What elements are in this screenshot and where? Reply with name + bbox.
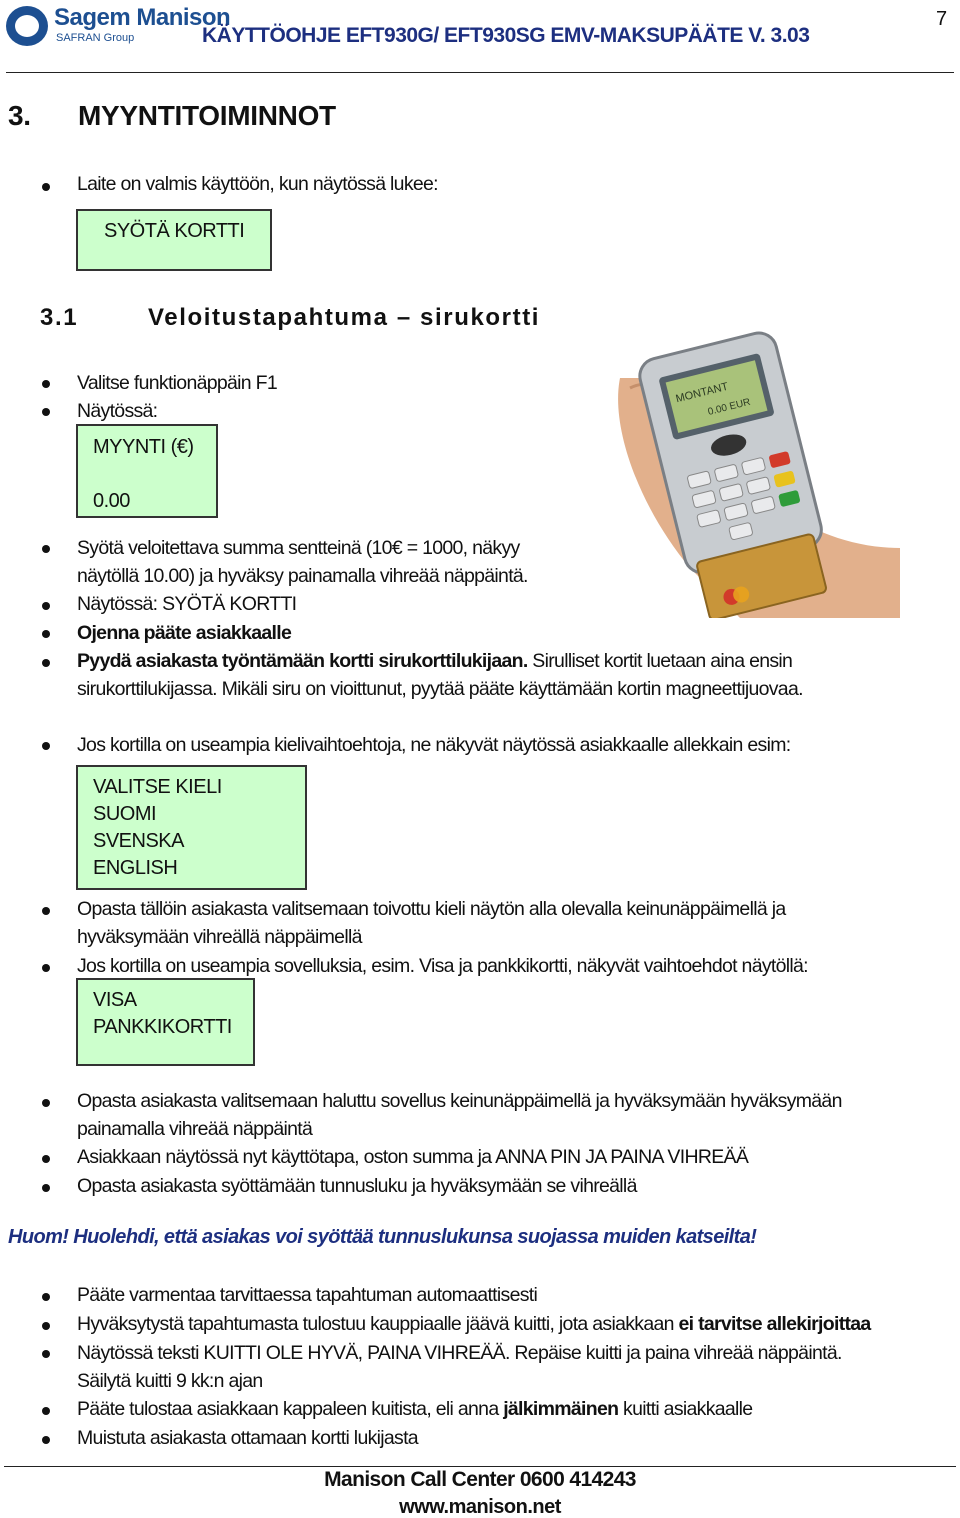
terminal-screen-amount: 0.00 EUR [706, 396, 752, 418]
enter-pin-instruction: Opasta asiakasta syöttämään tunnusluku ja hyväksymään se vihreällä [77, 1175, 637, 1197]
key-f1: F1 [255, 372, 278, 394]
subsection-heading [40, 304, 540, 332]
final-step-remove-card: Muistuta asiakasta ottamaan kortti lukijasta [77, 1427, 418, 1449]
bullet-icon [42, 1322, 50, 1330]
language-instruction-1: Opasta tällöin asiakasta valitsemaan toivottu kieli näytön alla olevalla keinunäppäimellä ja [77, 898, 786, 920]
display-amount: 0.00 [93, 490, 130, 512]
bullet-icon [42, 1293, 50, 1301]
final-step-customer-copy: Pääte tulostaa asiakkaan kappaleen kuitista, eli anna jälkimmäinen kuitti asiakkaalle [77, 1398, 753, 1420]
bullet-icon [42, 630, 50, 638]
bullet-icon [42, 183, 50, 191]
bullet-icon [42, 1184, 50, 1192]
app-option: PANKKIKORTTI [93, 1016, 232, 1038]
apps-instruction-1: Opasta asiakasta valitsemaan haluttu sovellus keinunäppäimellä ja hyväksymään hyväksymään [77, 1090, 842, 1112]
logo-name: Sagem Manison [54, 4, 231, 31]
bullet-icon [42, 1350, 50, 1358]
step-hand-terminal: Ojenna pääte asiakkaalle [77, 622, 292, 644]
step-enter-amount-2: näytöllä 10.00) ja hyväksy painamalla vihreää näppäintä. [77, 565, 528, 587]
bullet-icon [42, 1099, 50, 1107]
payment-terminal-image [600, 318, 900, 618]
display-text: MYYNTI (€) [93, 436, 194, 458]
apps-intro: Jos kortilla on useampia sovelluksia, esim. Visa ja pankkikortti, näkyvät vaihtoehdot näytöllä: [77, 955, 808, 977]
privacy-warning: Huom! Huolehdi, että asiakas voi syöttää tunnuslukunsa suojassa muiden katseilta! [8, 1226, 757, 1248]
step-chip-card: Pyydä asiakasta työntämään kortti sirukorttilukijaan. Sirulliset kortit luetaan aina ensin [77, 650, 793, 672]
pin-display-text: Asiakkaan näytössä nyt käyttötapa, oston summa ja ANNA PIN JA PAINA VIHREÄÄ [77, 1146, 749, 1168]
footer-divider [4, 1466, 956, 1467]
final-step-display-1: Näytössä teksti KUITTI OLE HYVÄ, PAINA VIHREÄÄ. Repäise kuitti ja paina vihreää näppäintä. [77, 1342, 842, 1364]
language-instruction-2: hyväksymään vihreällä näppäimellä [77, 926, 362, 948]
footer-call-center: Manison Call Center 0600 414243 [324, 1468, 636, 1491]
bullet-icon [42, 659, 50, 667]
bullet-icon [42, 1436, 50, 1444]
language-option: SUOMI [93, 803, 157, 825]
document-title: KÄYTTÖOHJE EFT930G/ EFT930SG EMV-MAKSUPÄÄTE V. 3.03 [202, 24, 810, 47]
app-option: VISA [93, 989, 137, 1011]
apps-instruction-2: painamalla vihreää näppäintä [77, 1118, 313, 1140]
display-box-language [76, 765, 307, 890]
step-chip-card-2: sirukorttilukijassa. Mikäli siru on vioittunut, pyytää pääte käyttämään kortin magneettijuovaa. [77, 678, 803, 700]
step-insert-card-display: Näytössä: SYÖTÄ KORTTI [77, 593, 297, 615]
subsection-title: Veloitustapahtuma – sirukortti [148, 304, 541, 331]
terminal-screen-text: MONTANT [674, 380, 730, 406]
display-box-apps [76, 978, 255, 1066]
header-divider [6, 72, 954, 73]
display-box-sale [76, 424, 218, 518]
bullet-icon [42, 964, 50, 972]
language-intro: Jos kortilla on useampia kielivaihtoehtoja, ne näkyvät näytössä asiakkaalle allekkain esim: [77, 734, 791, 756]
bullet-icon [42, 1407, 50, 1415]
final-step-receipt: Hyväksytystä tapahtumasta tulostuu kauppiaalle jäävä kuitti, jota asiakkaan ei tarvitse allekirjoittaa [77, 1313, 871, 1335]
sagem-manison-logo [6, 4, 231, 48]
step-select-function: Valitse funktionäppäin F1 [77, 372, 278, 394]
final-step-display-2: Säilytä kuitti 9 kk:n ajan [77, 1370, 263, 1392]
bullet-icon [42, 907, 50, 915]
bullet-icon [42, 408, 50, 416]
intro-text: Laite on valmis käyttöön, kun näytössä lukee: [77, 173, 438, 195]
bullet-icon [42, 545, 50, 553]
step-display-label: Näytössä: [77, 400, 158, 422]
subsection-number: 3.1 [40, 304, 79, 331]
bullet-icon [42, 1155, 50, 1163]
bullet-icon [42, 602, 50, 610]
bullet-icon [42, 380, 50, 388]
language-option: ENGLISH [93, 857, 178, 879]
page-number: 7 [936, 8, 948, 30]
language-option: SVENSKA [93, 830, 184, 852]
section-title: MYYNTITOIMINNOT [78, 100, 336, 131]
display-text: SYÖTÄ KORTTI [104, 220, 245, 242]
section-heading [8, 100, 336, 132]
final-step-verify: Pääte varmentaa tarvittaessa tapahtuman automaattisesti [77, 1284, 538, 1306]
section-number: 3. [8, 100, 31, 131]
language-option: VALITSE KIELI [93, 776, 222, 798]
footer-website-link[interactable]: www.manison.net [399, 1496, 561, 1518]
display-box-ready [76, 209, 272, 271]
logo-mark-icon [6, 6, 48, 46]
step-enter-amount-1: Syötä veloitettava summa sentteinä (10€ = 1000, näkyy [77, 537, 520, 559]
bullet-icon [42, 742, 50, 750]
logo-subtitle: SAFRAN Group [56, 32, 135, 44]
